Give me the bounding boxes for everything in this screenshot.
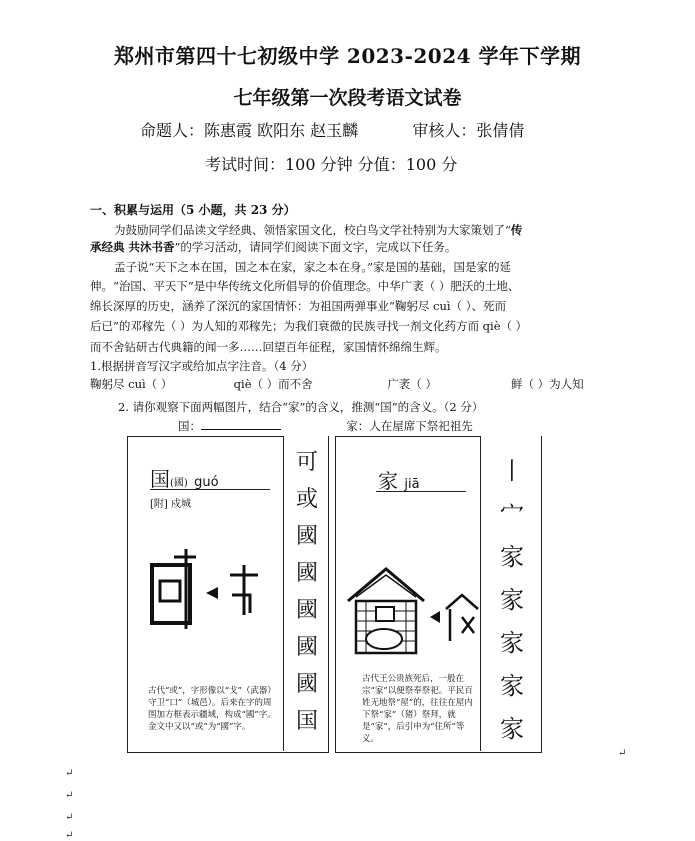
guo-answer-blank[interactable] <box>201 419 281 430</box>
guo-variant: 國 <box>295 524 318 549</box>
exam-info: 考试时间：100 分钟 分值：100 分 <box>205 155 458 174</box>
q1-item: qiè（ ）而不舍 <box>233 377 313 391</box>
return-mark-icon: ↵ <box>65 830 74 841</box>
q1-item: 广袤（ ） <box>387 377 437 391</box>
passage-line: 伸。“治国、平天下”是中华传统文化所倡导的价值理念。中华广袤（ ）肥沃的土地、 <box>90 279 520 293</box>
guo-label: 国： <box>178 419 201 433</box>
jia-variants-strip <box>480 436 541 751</box>
jia-caption: 古代王公贵族死后，一般在宗“家”以便祭奉祭祀。平民百姓无地祭“屋”的，往往在屋内下祭“家”（猪）祭拜，就是“家”，后引申为“住所”等义。 <box>362 674 473 744</box>
section-heading: 一、积累与运用（5 小题，共 23 分） <box>90 203 296 217</box>
house-drawing-icon <box>342 561 482 657</box>
guo-variants <box>288 444 326 740</box>
intro-line: 为鼓励同学们品读文学经典、领悟家国文化，校白鸟文学社特别为大家策划了“传 <box>114 223 523 237</box>
guo-variant: 國 <box>295 672 318 697</box>
question-2-answers <box>90 418 695 434</box>
return-mark-icon: ↵ <box>65 768 74 779</box>
passage-line: 后已”的邓稼先（ ）为人知的邓稼先；为我们衰微的民族寻找一剂文化药方而 qiè（ ） <box>90 319 528 333</box>
question-1: 1.根据拼音写汉字或给加点字注音。（4 分） <box>90 359 314 373</box>
question-2: 2. 请你观察下面两幅图片，结合“家”的含义，推测“国”的含义。（2 分） <box>118 400 484 414</box>
jia-variant: 家 <box>500 586 524 614</box>
setters: 命题人：陈惠霞 欧阳东 赵玉麟 <box>140 121 359 140</box>
guo-variants-strip <box>283 436 328 751</box>
guo-caption: 古代“或”，字形像以“戈”（武器）守卫“口”（城邑）。后来在字的周围加方框表示疆域，构成“國”字。金文中又以“或”为“國”字。 <box>148 686 276 732</box>
jia-variants <box>491 450 533 751</box>
return-mark-icon: ↵ <box>618 748 627 759</box>
jia-variant: 宀 <box>500 500 524 528</box>
guo-variant: 國 <box>295 561 318 586</box>
return-mark-icon: ↵ <box>65 790 74 801</box>
guo-variant: 国 <box>295 709 318 734</box>
jia-variant: 丨 <box>500 457 524 485</box>
exam-subtitle: 七年级第一次段考语文试卷 <box>233 87 462 109</box>
guo-variant: 或 <box>295 487 318 512</box>
guo-variant: 國 <box>295 598 318 623</box>
jia-variant: 家 <box>500 672 524 700</box>
guo-ancient-glyph-icon <box>146 545 266 635</box>
jia-variant: 家 <box>500 629 524 657</box>
jia-label: 家：人在屋席下祭祀祖先 <box>346 419 473 433</box>
reviewer: 审核人：张倩倩 <box>412 121 525 140</box>
question-1-items <box>90 376 650 392</box>
jia-variant: 家 <box>500 715 524 743</box>
q1-item: 鲜（ ）为人知 <box>510 377 584 391</box>
passage-line: 绵长深厚的历史，涵养了深沉的家国情怀：为祖国两弹事业“鞠躬尽 cuì（ ）、死而 <box>90 299 506 313</box>
q1-item: 鞠躬尽 cuì（ ） <box>90 377 173 391</box>
exam-authors <box>140 118 524 141</box>
guo-tag: [附] 戍城 <box>150 499 191 510</box>
intro-line-2: 承经典 共沐书香”的学习活动，请同学们阅读下面文字，完成以下任务。 <box>90 240 457 254</box>
jia-heading: 家 jiā <box>378 469 420 493</box>
guo-variant: 國 <box>295 635 318 660</box>
passage-line: 而不舍钻研古代典籍的闻一多……回望百年征程，家国情怀绵绵生辉。 <box>90 340 447 354</box>
jia-variant: 家 <box>500 543 524 571</box>
guo-variant: 可 <box>295 450 318 475</box>
return-mark-icon: ↵ <box>65 812 74 823</box>
exam-title: 郑州市第四十七初级中学 2023-2024 学年下学期 <box>113 44 582 68</box>
guo-heading: 国(國) guó <box>150 467 219 491</box>
passage-line: 孟子说“天下之本在国，国之本在家，家之本在身。”家是国的基础，国是家的延 <box>114 260 512 274</box>
